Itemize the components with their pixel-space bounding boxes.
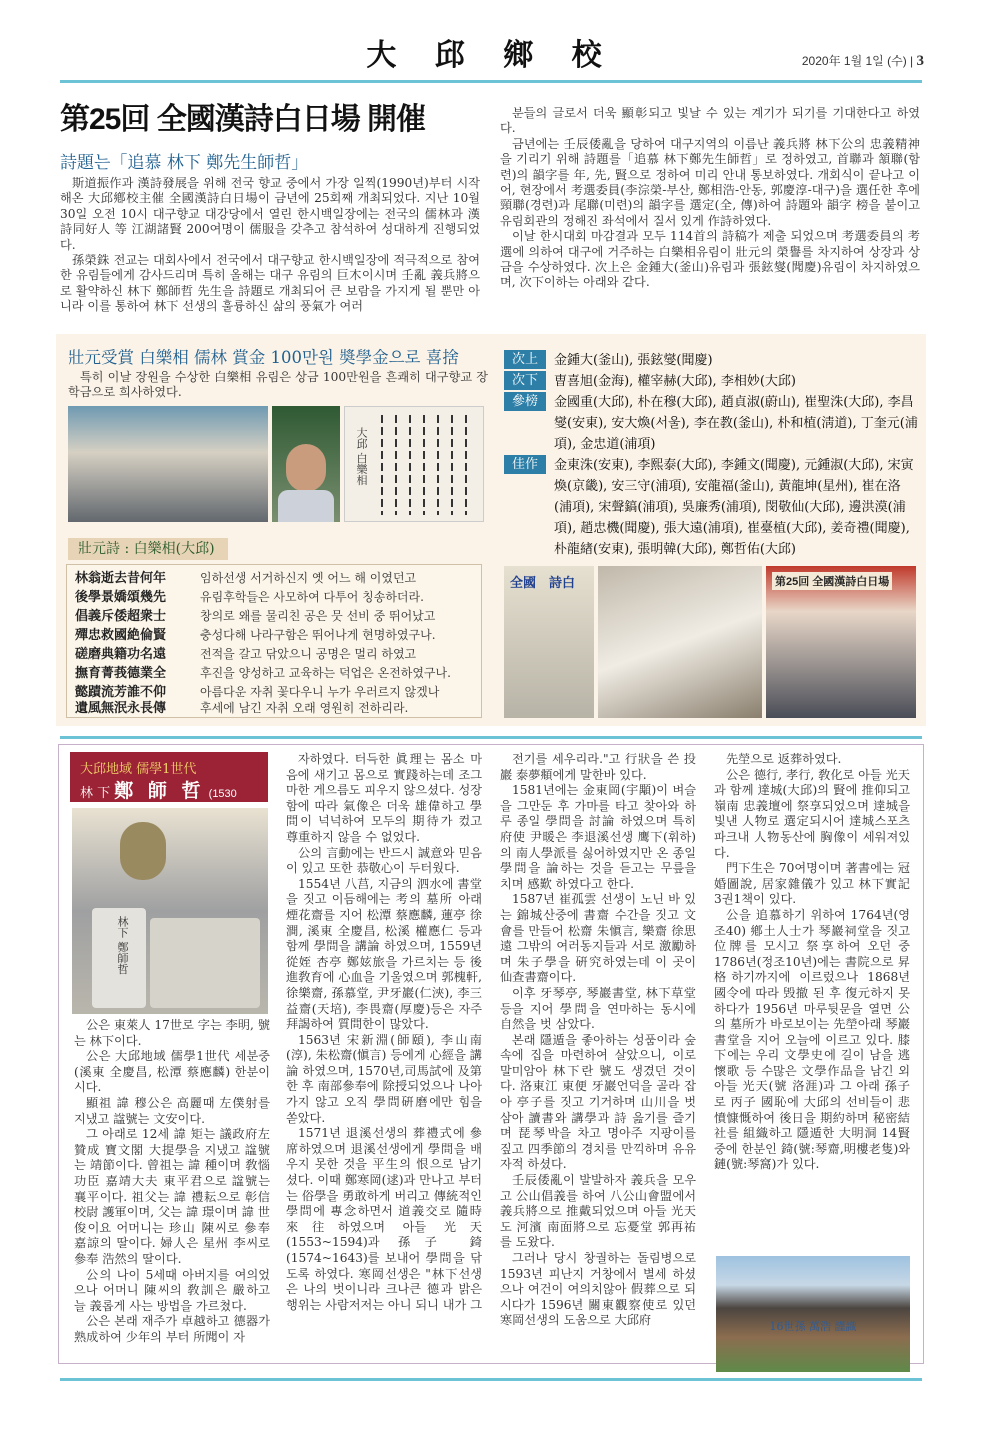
award-label: 次上 <box>504 350 546 369</box>
paragraph: 公을 追慕하기 위하여 1764년(영조40) 鄕土人士가 琴巖祠堂을 짓고 位牌를 모시고 祭享하여 오던 중 1786년(정조10년)에는 書院으로 昇格하기까지에 이르렀으나 1868년 國令에 따라 毁撤 된 후 復元하지 못하다가 1956년 마루뒷문을 열면 公의 墓所가 바로보이는 先塋아래 琴巖書堂을 지어 오늘에 이르고 있다. 膝下에는 우리 文學史에 길이 남을 逃懷歌 등 수많은 文學作品을 남긴 외아들 光天(號 洛涯)과 그 아래 孫子로 丙子 國恥에 大邱의 선비들이 悲憤慷慨하여 後日을 期約하며 秘密結社를 組織하고 隱遁한 大明洞 14賢중에 한분인 錡(號:琴齋,明樓老隻)와 鏈(號:琴窩)가 있다. <box>714 907 910 1172</box>
poem-korean: 창의로 왜를 물리친 공은 뭇 선비 중 뛰어났고 <box>200 609 436 623</box>
poem-line <box>75 699 408 718</box>
paragraph: 그러나 당시 창궐하는 돌림병으로 1593년 피난지 거창에서 별세 하셨으나 여건이 여의치않아 假葬으로 되시다가 1596년 關東觀察使로 있던 寒岡선생의 도움으로 大邱府 <box>500 1251 696 1328</box>
calli-stroke <box>465 415 467 515</box>
profile-column-1 <box>74 1018 270 1345</box>
award-row <box>504 371 918 392</box>
middle-rule <box>60 736 922 739</box>
poem-hanja: 倡義斥倭超衆士 <box>75 609 167 624</box>
paragraph: 公의 言動에는 반드시 誠意와 믿음이 있고 또한 恭敬心이 두터웠다. <box>286 845 482 876</box>
paragraph: 이날 한시대회 마감결과 모두 114首의 詩稿가 제출 되었으며 考選委員의 考選에 의하여 대구에 거주하는 白樂相유림이 壯元의 榮譽를 차지하여 상장과 상금을 수상하였다. 次上은 金鍾大(釜山)유림과 張鉉燮(聞慶)유림이 차지하였으며, 次下이하는 아래와 같다. <box>500 229 920 290</box>
paragraph: 公은 본래 재주가 卓越하고 德器가 熟成하여 少年의 부터 所聞이 자 <box>74 1314 270 1344</box>
paragraph: 금년에는 壬辰倭亂을 당하여 대구지역의 이름난 義兵將 林下公의 忠義精神을 기리기 위해 詩題를「追慕 林下鄭先生師哲」로 정하였고, 首聯과 頷聯(함련)의 韻字를 年, 先, 賢으로 정하여 미리 안내 통보하였다. 개회식이 끝나고 이어, 현장에서 考選委員(李淙榮-부산, 鄭相浩-안동, 郭慶淳-대구)을 選任한 후에 頸聯(경련)과 尾聯(미련)의 韻字를 選定(全, 傳)하여 詩題와 韻字 榜을 붙이고 유림회관의 정해진 좌석에서 질서 있게 作詩하였다. <box>500 136 920 228</box>
band-title: 壯元受賞 白樂相 儒林 賞金 100만원 奬學金으로 喜捨 <box>68 348 459 367</box>
poem-korean: 임하선생 서거하신지 옛 어느 해 이였던고 <box>200 571 417 585</box>
paragraph: 先塋으로 返葬하였다. <box>726 752 842 766</box>
poem-line <box>75 626 436 645</box>
paragraph: 公의 나이 5세때 아버지를 여의었으나 어머니 陳씨의 敎訓은 嚴하고 늘 義롭게 사는 방법을 가르쳤다. <box>74 1267 270 1313</box>
poem-hanja: 林翁逝去昔何年 <box>75 571 167 586</box>
calli-stroke <box>395 415 397 515</box>
profile-tag <box>70 752 268 802</box>
paragraph: 그 아래로 12세 諱 矩는 議政府左贊成 寶文閣 大提學을 지냈고 諡號는 靖節이다. 曾祖는 諱 種이며 敎惱功臣 嘉靖大夫 東平君으로 諡號는 襄平이다. 祖父는 諱 禮耘으로 彰信校尉 護軍이며, 父는 諱 璟이며 諱 世俊이요 어머니는 珍山 陳씨로 參奉 嘉諒의 딸이다. 婦人은 星州 李씨로 參奉 浩然의 딸이다. <box>74 1127 270 1266</box>
calli-stroke <box>437 415 439 515</box>
poem-korean: 전적을 갈고 닦았으니 공명은 멀리 하였고 <box>200 647 417 661</box>
award-label: 參榜 <box>504 392 546 411</box>
paragraph: 1571년 退溪선생의 葬禮式에 參席하였으며 退溪선생에게 學問을 배우지 못한 것을 平生의 恨으로 남기셨다. 이때 鄭寒岡(逑)과 만나고 부터는 俗學을 勇敢하게 버리고 傳統적인 學問에 專念하면서 道義交로 隨時 來往하였으며 아들 光天(1553~1594)과 孫子 錡(1574~1643)를 보내어 學問을 닦도록 하였다. 寒岡선생은 "林下선생은 나의 벗이니라 크나큰 德과 밝은 행위는 사람저저는 아니 되니 내가 그 <box>286 1126 482 1312</box>
banner-text: 第25回 全國漢詩白日場 <box>772 572 892 590</box>
paragraph: 1563년 宋新淵(師頤), 李山南(淳), 朱松齋(愼言) 등에게 心經을 講論 하였으며, 1570년,司馬試에 及第한 후 南部參奉에 除授되었으나 나아가지 않고 오직 學問硏磨에만 힘을 쏟았다. <box>286 1032 482 1125</box>
calli-signature: 大邱 白樂相 <box>355 427 368 486</box>
calligraphy-photo <box>344 406 484 522</box>
poem-korean: 아름다운 자취 꽃다우니 누가 우러르지 않겠나 <box>200 685 440 699</box>
poem-korean: 유림후학들은 사모하여 다투어 칭송하더라. <box>200 590 424 604</box>
poem-hanja: 遺風無泯永長傳 <box>75 701 167 716</box>
paragraph: 1554년 八莒, 지금의 泗水에 書堂을 짓고 이듬해에는 考의 墓所 아래 煙花齋를 지어 松潭 蔡應麟, 蓮亭 徐 澗, 溪東 全慶昌, 松溪 權應仁 등과 함께 學問을 講論 하였으며, 1559년 從姪 杏亭 鄭妶旅을 가르치는 등 後進敎育에 心血을 기울였으며 郭槐軒, 徐樂齋, 孫慕堂, 尹牙巖(仁浹), 李三益齋(天培), 李畏齋(厚慶)등은 자주 拜謁하여 質問한이 많았다. <box>286 876 482 1032</box>
profile-column-4 <box>714 752 910 1173</box>
award-row <box>504 455 918 560</box>
poem-line <box>75 645 416 664</box>
paragraph: 公은 德行, 孝行, 敎化로 아들 光天과 함께 達城(大邱)의 賢에 推仰되고 嶺南 忠義壇에 祭享되었으며 達城을 빛낸 人物로 選定되시어 達城스포츠파크내 人物동산에 胸像이 세워져있다. <box>714 767 910 860</box>
calli-stroke <box>409 415 411 515</box>
poem-hanja: 殫忠救國絶倫賢 <box>75 628 167 643</box>
poem-hanja: 磋磨典籍功名遠 <box>75 647 167 662</box>
calli-stroke <box>423 415 425 515</box>
profile-column-3 <box>500 752 696 1329</box>
poem-tag: 壯元詩 : 白樂相(大邱) <box>68 538 228 560</box>
poem-korean: 후진을 양성하고 교육하는 덕업은 온전하였구나. <box>200 666 451 680</box>
winner-portrait-photo <box>272 406 340 522</box>
poem-line <box>75 664 451 683</box>
page-number: 3 <box>916 53 924 69</box>
bottom-rule <box>60 1378 922 1381</box>
poem-line <box>75 588 424 607</box>
award-names: 金國重(大邱), 朴在穆(大邱), 趙貞淑(蔚山), 崔聖洙(大邱), 李昌燮(安東), 安大煥(서울), 李在教(釜山), 朴和植(淸道), 丁奎元(浦項), 金忠道(浦項) <box>554 395 918 452</box>
paragraph: 孫榮銖 전교는 대회사에서 전국에서 대구향교 한시백일장에 적극적으로 참여한 유림들에게 감사드리며 특히 올해는 대구 유림의 巨木이시며 壬亂 義兵將으로 활약하신 林下 鄭師哲 先生을 詩題로 개최되어 큰 보람을 가지게 될 뿐만 아니라 이를 통하여 林下 선생의 훌륭하신 삶의 풍氣가 여러 <box>60 253 480 314</box>
article-column-1 <box>60 176 480 315</box>
awards-list <box>504 350 918 560</box>
paragraph: 자하였다. 터득한 眞理는 몸소 마음에 새기고 몸으로 實踐하는데 조그마한 게으름도 피우지 않으셨다. 성장함에 따라 氣像은 더욱 雄偉하고 學問이 넉넉하여 모두의 期待가 컸고 尊重하지 않을 수 없었다. <box>286 752 482 844</box>
poem-line <box>75 569 416 588</box>
paragraph: 분들의 글로서 더욱 顯彰되고 빛날 수 있는 계기가 되기를 기대한다고 하였다. <box>500 106 920 136</box>
bust-statue-photo <box>72 808 268 1014</box>
tag-line1: 大邱地域 儒學1世代 <box>80 762 197 777</box>
top-rule <box>60 80 922 83</box>
paragraph: 전기를 세우리라."고 行狀을 쓴 投巖 泰夢頫에게 말한바 있다. <box>500 752 696 782</box>
dateline: 2020年 1월 1일 (수) | 3 <box>801 53 924 69</box>
poem-korean: 충성다해 나라구함은 뛰어나게 현명하였구나. <box>200 628 436 642</box>
award-ceremony-photo <box>766 566 916 718</box>
photo-caption: 16世孫 萬浩 謹識 <box>769 1320 857 1333</box>
paragraph: 公은 大邱地域 儒學1世代 세분중(溪東 全慶昌, 松潭 蔡應麟) 한분이시다. <box>74 1049 270 1095</box>
paragraph: 斯道振作과 漢詩發展을 위해 전국 향교 중에서 가장 일찍(1990년)부터 시작해온 大邱鄕校主催 全國漢詩白日場이 금년에 25회째 개최되었다. 지난 10월 30일 오전 10시 대구향교 대강당에서 열린 한시백일장에는 전국의 儒林과 漢詩同好人 等 江湖諸賢 200여명이 儒服을 갖추고 참석하여 성대하게 진행되었다. <box>60 176 480 252</box>
tag-dates: (1530 <box>208 788 237 800</box>
headline: 第25回 全國漢詩白日場 開催 <box>60 103 426 136</box>
stone-plaque: 林下 鄭師哲 <box>92 908 146 1008</box>
ceremony-hall-photo <box>68 406 268 522</box>
masthead: 大 邱 鄉 校 <box>366 38 616 73</box>
paragraph: 1587년 崔孤雲 선생이 노닌 바 있는 錦城산중에 書齋 수간을 짓고 文會를 만들어 松齋 朱愼言, 樂齋 徐思遠 그밖의 여러동지들과 서로 激勵하며 朱子學을 硏究하였는데 이 곳이 仙查書齋이다. <box>500 892 696 985</box>
poem-hanja: 懿蹟流芳誰不仰 <box>75 685 167 700</box>
award-names: 金鍾大(釜山), 張鉉燮(聞慶) <box>554 353 713 368</box>
subtitle: 詩題는「追慕 林下 鄭先生師哲」 <box>60 153 309 173</box>
poem-line <box>75 607 435 626</box>
band-text: 특히 이날 장원을 수상한 白樂相 유림은 상금 100만원을 흔쾌히 대구향교 장학금으로 희사하였다. <box>68 370 488 400</box>
article-column-2 <box>500 106 920 291</box>
profile-column-2 <box>286 752 482 1313</box>
paragraph: 公은 東萊人 17世로 字는 李明, 號는 林下이다. <box>74 1018 270 1048</box>
paragraph: 顯祖 諱 穆公은 高麗때 左僕射를 지냈고 諡號는 文安이다. <box>74 1095 270 1126</box>
paragraph: 본래 隱遁을 좋아하는 성품이라 숲속에 집을 마련하여 살았으니, 이로 말미암아 林下란 號도 생겼던 것이다. 洛東江 東便 牙巖언덕을 골라 잡아 亭子를 짓고 기거하며 山川을 벗 삼아 讀書와 講學과 詩 읊기를 즐기며 琵琴박을 차고 명아주 지팡이를 짚고 四季節의 경치를 만끽하며 유유자적 하셨다. <box>500 1032 696 1172</box>
stone-inscription <box>150 918 260 1008</box>
calli-stroke <box>381 415 383 515</box>
seodang-building-photo <box>716 1256 910 1372</box>
award-row <box>504 392 918 455</box>
statue-head <box>120 822 166 880</box>
poem-korean: 후세에 남긴 자취 오래 영원히 전하리라. <box>200 701 409 715</box>
shirt <box>278 490 334 522</box>
banner-text: 全國 詩白 <box>510 575 576 590</box>
elder-writing-photo <box>598 566 762 718</box>
issue-date: 2020年 1월 1일 (수) <box>801 54 907 68</box>
award-names: 金東洙(安東), 李熙泰(大邱), 李鍾文(聞慶), 元鍾淑(大邱), 宋寅煥(京畿), 安三守(浦項), 安龍福(釜山), 黃龍坤(星州), 崔在洛(浦項), 宋聲鎬(浦項), 吳廉秀(浦項), 閔敬仙(大邱), 邊洪漠(浦項), 趙忠機(聞慶), 張大遠(浦項), 崔臺植(大邱), 姜奇禮(聞慶), 朴龍緖(安東), 張明韓(大邱), 鄭哲佑(大邱) <box>554 458 914 557</box>
winning-poem <box>66 564 482 718</box>
award-row <box>504 350 918 371</box>
face <box>286 444 326 492</box>
paragraph: 이후 牙琴亭, 琴巖書堂, 林下草堂 등을 지어 學問을 연마하는 동시에 自然을 벗 삼았다. <box>500 985 696 1032</box>
award-label: 佳作 <box>504 455 546 474</box>
calli-stroke <box>451 415 453 515</box>
award-names: 曺喜旭(金海), 權宰赫(大邱), 李相妙(大邱) <box>554 374 796 389</box>
poem-hanja: 後學景嬌頌幾先 <box>75 590 167 605</box>
award-label: 次下 <box>504 371 546 390</box>
paragraph: 門下生은 70여명이며 著書에는 冠婚圖說, 居家雜儀가 있고 林下實記 3권1책이 있다. <box>714 861 910 907</box>
banner-photo <box>504 566 594 718</box>
tag-name: 鄭 師 哲 <box>114 780 205 802</box>
poem-hanja: 撫育菁莪德業全 <box>75 666 167 681</box>
paragraph: 1581년에는 金東岡(宇顒)이 벼슬을 그만둔 후 가마를 타고 찾아와 하루 종일 學問을 討論 하였으며 특히 府使 尹暖은 李退溪선생 鹰下(휘하)의 南人學派를 싫어하였지만 온 종일 學問을 論하는 것을 듣고는 무릎을 치며 感歎 하였다고 한다. <box>500 783 696 891</box>
tag-prefix: 林 下 <box>80 786 111 801</box>
paragraph: 壬辰倭亂이 발발하자 義兵을 모우고 公山倡義를 하여 八公山會盟에서 義兵將으로 推戴되었으며 아들 光天도 河濱 南面將으로 忘憂堂 郭再祐를 도왔다. <box>500 1173 696 1250</box>
